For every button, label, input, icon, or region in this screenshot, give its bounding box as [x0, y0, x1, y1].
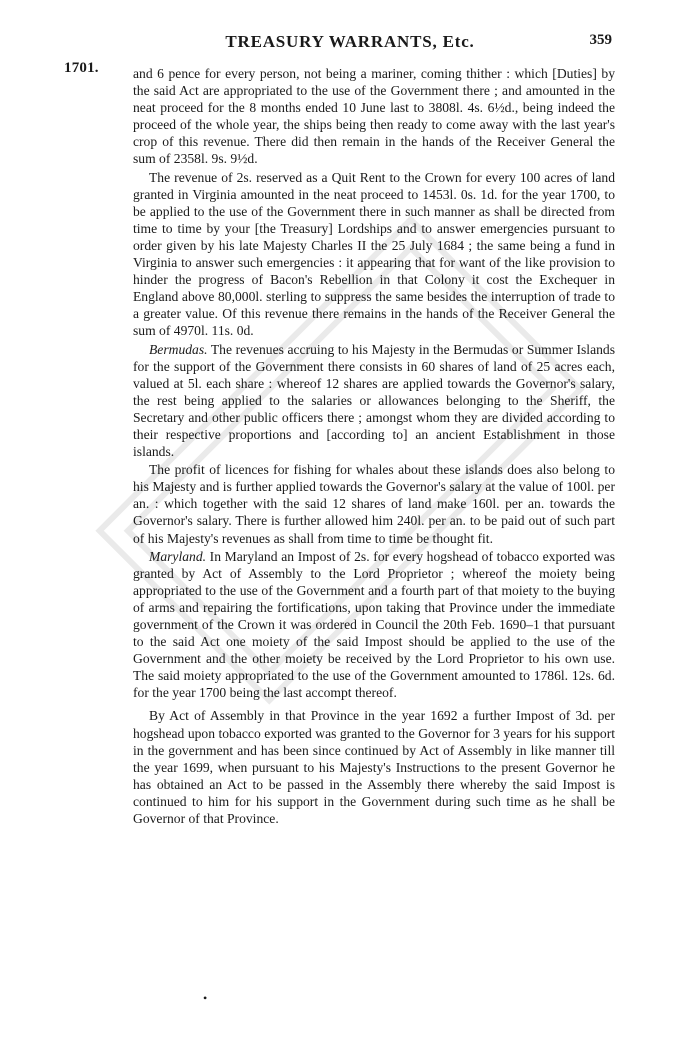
footer-mark: • — [203, 991, 208, 1005]
paragraph: The revenue of 2s. reserved as a Quit Rent to the Crown for every 100 acres of land granted in Virginia amounted in the neat proceed to 1453l. 0s. 1d. for the year 1700, to be applied to the use of the Government there in such manner as shall be directed from time to time by your [the Treasury] Lordships and to answer emergencies pursuant to order given by his late Majesty Charles II the 25 July 1684 ; the same being a fund in Virginia to answer such emergencies : it appearing that for want of the like provision to hinder the progress of Bacon's Rebellion in that Colony it cost the Exchequer in England above 80,000l. sterling to suppress the same besides the interruption of trade to a greater value. Of this revenue there remains in the hands of the Receiver General the sum of 4970l. 11s. 0d. — [133, 169, 615, 339]
paragraph-lead: Bermudas. — [149, 341, 208, 357]
paragraph: and 6 pence for every person, not being a mariner, coming thither : which [Duties] by the said Act are appropriated to the use of the Government there ; and amounted in the neat proceed for the 8 months ended 10 June last to 3808l. 4s. 6½d., being indeed the proceed of the whole year, the ships being then ready to come away with the last year's crop of this revenue. There did then remain in the hands of the Receiver General the sum of 2358l. 9s. 9½d. — [133, 66, 615, 167]
paragraph-lead: Maryland. — [149, 548, 207, 564]
body-text — [133, 65, 615, 828]
year-marginal: 1701. — [64, 60, 99, 76]
paragraph-text: In Maryland an Impost of 2s. for every hogshead of tobacco exported was granted by Act of Assembly to the Lord Proprietor ; whereof the moiety being appropriated to the use of the Government and a fourth part of that moiety to the buying of arms and repairing the fortifications, upon taking that Province under the immediate government of the Crown it was ordered in Council the 20th Feb. 1690–1 that pursuant to the said Act one moiety of the said Impost should be applied to the use of the Government and the other moiety be received by the Lord Proprietor to his own use. The said moiety appropriated to the use of the Government amounted to 1786l. 12s. 6d. for the year 1700 being the last accompt thereof. — [133, 548, 615, 701]
paragraph: By Act of Assembly in that Province in the year 1692 a further Impost of 3d. per hogshead upon tobacco exported was granted to the Governor for 3 years for his support in the government and has been since continued by Act of Assembly in like manner till the year 1699, when pursuant to his Majesty's Instructions to the present Governor he has obtained an Act to be passed in the Assembly there whereby the said Impost is continued to him for his support in the Government during such time as he shall be Governor of that Province. — [133, 708, 615, 827]
paragraph — [133, 548, 615, 702]
page-number: 359 — [589, 32, 612, 48]
paragraph: The profit of licences for fishing for whales about these islands does also belong to his Majesty and is further applied towards the Governor's salary at the value of 100l. per an. : which together with the said 12 shares of land make 160l. per an. towards the Governor's salary. There is further allowed him 240l. per an. to be paid out of such part of his Majesty's revenues as shall from time to time be thought fit. — [133, 462, 615, 546]
paragraph — [133, 341, 615, 461]
running-title: TREASURY WARRANTS, Etc. — [225, 32, 475, 51]
paragraph-text: The revenues accruing to his Majesty in the Bermudas or Summer Islands for the support of the Government there consists in 60 shares of land of 25 acres each, valued at 5l. each share : whereof 12 shares are applied towards the Governor's salary, the rest being applied to the salaries or allowances belonging to the Sheriff, the Secretary and other public officers there ; amongst whom they are divided according to their respective proportions and [according to] an ancient Establishment in those islands. — [133, 341, 615, 460]
